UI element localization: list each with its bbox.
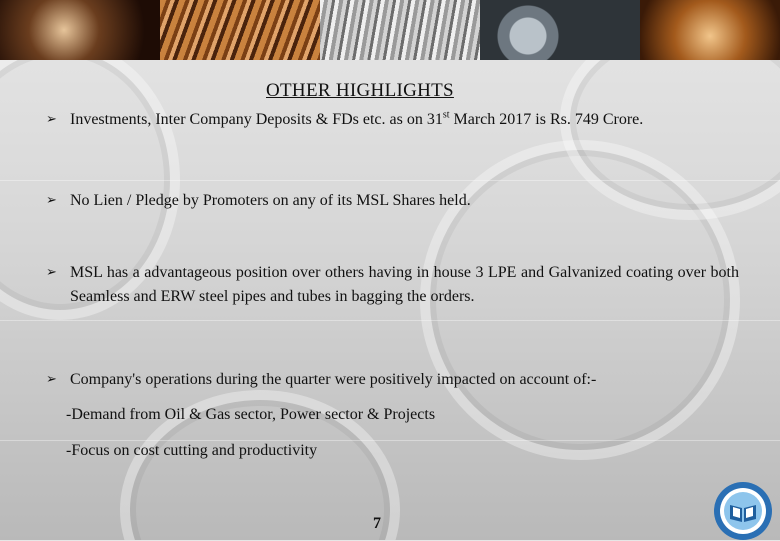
- banner-photo-steel-coils: [480, 0, 640, 60]
- bullet-text: No Lien / Pledge by Promoters on any of its MSL Shares held.: [70, 192, 471, 209]
- arrow-bullet-icon: ➢: [46, 265, 57, 280]
- bullet-text: MSL has a advantageous position over others having in house 3 LPE and Galvanized coating over both Seamless and ERW steel pipes and tubes in bagging the orders.: [70, 264, 739, 305]
- sub-item-cost-cutting: -Focus on cost cutting and productivity: [66, 442, 318, 459]
- slide-title: OTHER HIGHLIGHTS: [266, 80, 454, 101]
- arrow-bullet-icon: ➢: [46, 193, 57, 208]
- bullet-text: Investments, Inter Company Deposits & FDs etc. as on 31st March 2017 is Rs. 749 Crore.: [70, 109, 644, 128]
- book-logo-icon: [713, 481, 773, 541]
- header-photo-banner: [0, 0, 780, 60]
- banner-photo-copper-pipes: [160, 0, 320, 60]
- pipe-highlight: [0, 180, 780, 181]
- bullet-investments: [46, 108, 739, 132]
- banner-photo-furnace: [0, 0, 160, 60]
- page-number: 7: [373, 515, 381, 532]
- arrow-bullet-icon: ➢: [46, 112, 57, 127]
- bullet-operations: [46, 368, 739, 392]
- bullet-text: Company's operations during the quarter were positively impacted on account of:-: [70, 371, 597, 388]
- pipe-highlight: [0, 320, 780, 321]
- banner-photo-steel-tubes: [320, 0, 480, 60]
- bullet-advantageous-position: [46, 261, 739, 309]
- sub-item-demand: -Demand from Oil & Gas sector, Power sector & Projects: [66, 406, 436, 423]
- arrow-bullet-icon: ➢: [46, 372, 57, 387]
- bullet-no-lien: [46, 189, 739, 213]
- banner-photo-worker: [640, 0, 780, 60]
